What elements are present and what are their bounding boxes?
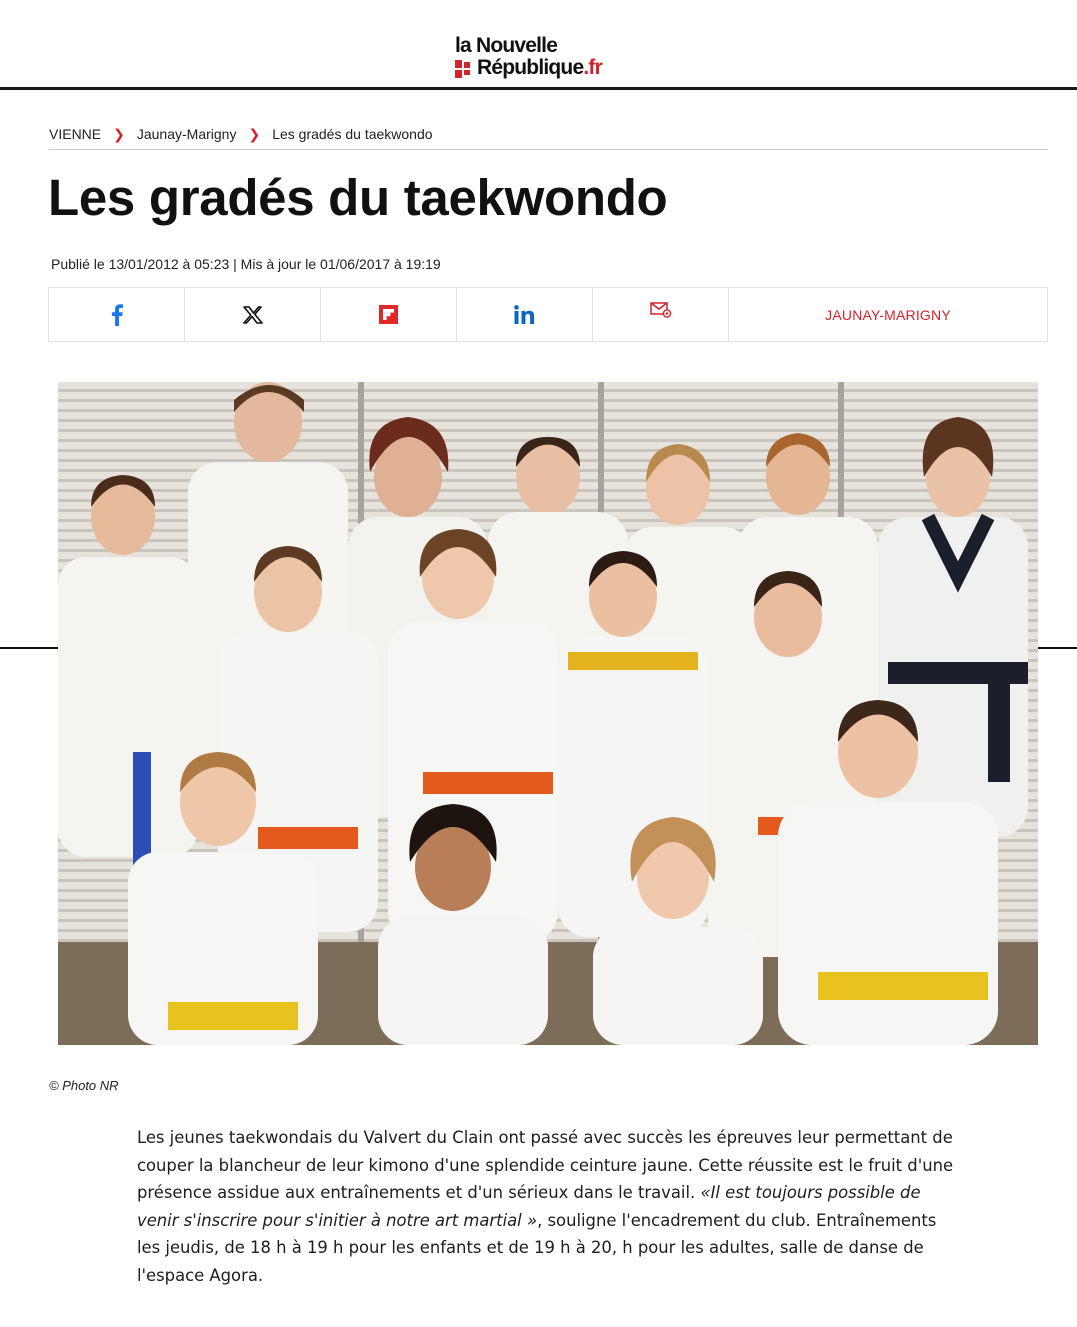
share-bar	[48, 287, 1048, 342]
logo-brand-text: République	[477, 56, 584, 79]
article-text-part-2: , souligne l'encadrement du club. Entraînements les jeudis, de 18 h à 19 h pour les enfants et de 19 h à 20, h pour les adultes, salle de danse de l'espace Agora.	[137, 1210, 937, 1285]
site-logo[interactable]	[453, 35, 633, 83]
chevron-right-icon: ❯	[248, 126, 261, 142]
site-header	[0, 0, 1077, 90]
share-linkedin-button[interactable]	[457, 288, 593, 341]
breadcrumb-jaunay-marigny[interactable]: Jaunay-Marigny	[136, 126, 237, 142]
email-icon	[650, 301, 672, 319]
tag-jaunay-marigny[interactable]: JAUNAY-MARIGNY	[825, 306, 951, 323]
linkedin-icon	[514, 305, 535, 324]
x-icon	[243, 306, 263, 324]
logo-mark-icon	[455, 60, 471, 78]
breadcrumb	[49, 124, 1048, 150]
breadcrumb-vienne[interactable]: VIENNE	[49, 126, 102, 142]
page-title: Les gradés du taekwondo	[48, 169, 668, 226]
article-text-part-1: Les jeunes taekwondais du Valvert du Clain ont passé avec succès les épreuves leur permettant de couper la blancheur de leur kimono d'une splendide ceinture jaune. Cette réussite est le fruit d'une présence assidue aux entraînements et d'un sérieux dans le travail.	[137, 1128, 954, 1202]
divider-right	[1037, 647, 1077, 649]
photo-credit: © Photo NR	[49, 1078, 119, 1093]
logo-line-1: la Nouvelle	[455, 34, 558, 57]
flipboard-icon	[379, 305, 398, 324]
share-facebook-button[interactable]	[49, 288, 185, 341]
breadcrumb-current: Les gradés du taekwondo	[272, 126, 433, 142]
article-photo	[58, 382, 1038, 1045]
chevron-right-icon: ❯	[113, 126, 125, 142]
article-body	[137, 1124, 963, 1289]
facebook-icon	[111, 304, 123, 326]
share-email-button[interactable]	[593, 288, 729, 341]
divider-left	[0, 647, 58, 649]
article-quote: «Il est toujours possible de venir s'inscrire pour s'initier à notre art martial »	[137, 1183, 921, 1230]
publication-dates: Publié le 13/01/2012 à 05:23 | Mis à jour le 01/06/2017 à 19:19	[51, 256, 441, 272]
share-x-button[interactable]	[185, 288, 321, 341]
logo-line-2	[477, 56, 602, 80]
share-flipboard-button[interactable]	[321, 288, 457, 341]
logo-tld: .fr	[583, 56, 602, 79]
